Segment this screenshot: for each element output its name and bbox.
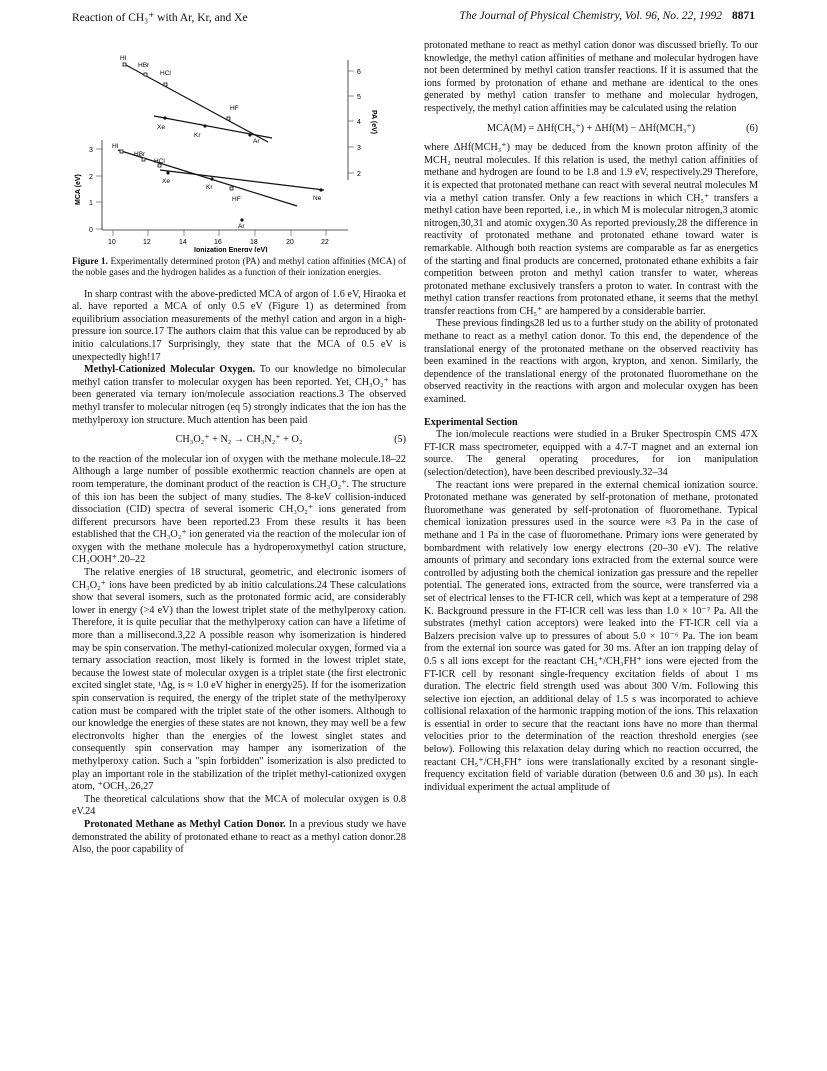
mca-label-Kr: Kr xyxy=(206,184,213,191)
right-paragraph-3: These previous findings28 led us to a further study on the ability of protonated methane to react as a methyl cation donor. To this end, the dependence of the translational energy of the protonated methane on the observed reactivity has been examined in the reactions with argon, krypton, and xenon. Similarly, the dependence of the translational energy of the protonated fluoromethane on the observed reactivity in the reactions with argon and molecular oxygen has been examined. xyxy=(424,318,758,406)
mca-label-Ne: Ne xyxy=(313,195,322,202)
mca-label-Xe: Xe xyxy=(162,178,170,185)
equation-6 xyxy=(424,123,758,136)
pa-label-Xe: Xe xyxy=(157,124,165,131)
x-tick-12: 12 xyxy=(143,239,151,246)
pa-label-Ar: Ar xyxy=(253,138,260,145)
pa-label-Kr: Kr xyxy=(194,132,201,139)
pa-label-HI: HI xyxy=(120,55,127,62)
page-number: 8871 xyxy=(732,10,755,22)
mca-label-HCl: HCl xyxy=(154,158,165,165)
right-tick-2: 2 xyxy=(357,171,361,178)
equation-5-body: CH₃O₂⁺ + N₂ → CH₃N₂⁺ + O₂ xyxy=(175,434,303,446)
equation-5 xyxy=(72,434,406,447)
right-tick-6: 6 xyxy=(357,69,361,76)
left-axis-ticks xyxy=(96,149,102,229)
right-column xyxy=(424,40,758,794)
page-header xyxy=(72,10,755,26)
left-tick-1: 1 xyxy=(89,200,93,207)
section-heading-experimental: Experimental Section xyxy=(424,416,518,428)
left-paragraph-1: In sharp contrast with the above-predicted MCA of argon of 1.6 eV, Hiraoka et al. have reported a MCA of only 0.5 eV (Figure 1) as determined from equilibrium association measurements of the methyl cation and argon in a high-pressure ion source.17 The authors claim that this value can be reproduced by ab initio calculations.17 Surprisingly, they state that the MCA of 0.5 eV is unexpectedly high!17 xyxy=(72,288,406,363)
x-tick-10: 10 xyxy=(108,239,116,246)
caption-label: Figure 1. xyxy=(72,256,108,267)
journal-name: The Journal of Physical Chemistry, Vol. 96, No. 22, 1992 xyxy=(459,10,722,22)
equation-5-number: (5) xyxy=(394,434,406,446)
section-heading-methane: Protonated Methane as Methyl Cation Donor. xyxy=(84,818,286,830)
running-title: Reaction of CH₃⁺ with Ar, Kr, and Xe xyxy=(72,12,248,24)
mca-label-HI: HI xyxy=(112,143,119,150)
pa-label-HCl: HCl xyxy=(160,70,171,77)
equation-6-number: (6) xyxy=(746,122,758,134)
journal-citation xyxy=(459,10,755,22)
left-axis-label: MCA (eV) xyxy=(75,174,82,205)
x-tick-16: 16 xyxy=(214,239,222,246)
left-paragraph-2: to the reaction of the molecular ion of oxygen with the methane molecule.18–22 Although a large number of possible exothermic reaction channels are open at room temperature, the dominant product of the reaction is CH₃O₂⁺. The structure of this ion has been the subject of many studies. The 8-keV collision-induced dissociation (CID) spectra of several isomeric CH₃O₂⁺ ions generated from different precursors have been reported.23 From these results it has been established that the CH₃O₂⁺ ion generated via the reaction of the molecular ion of oxygen with the methane molecule has a hydroperoxymethyl cation structure, CH₂OOH⁺.20–22 xyxy=(72,453,406,566)
equation-6-body: MCA(M) = ΔHf(CH₃⁺) + ΔHf(M) − ΔHf(MCH₃⁺) xyxy=(486,122,696,134)
right-paragraph-5: The reactant ions were prepared in the external chemical ionization source. Protonated methane was generated by self-protonation of methane, protonated fluoromethane was generated by self-protonation of fluoromethane. Typical chemical ionization pressures used in the source were ≈3 Pa in the case of methane and 1 Pa in the case of fluoromethane. Primary ions were generated by bombardment with relatively low energy electrons (20–30 eV). The relative amounts of primary and secondary ions extracted from the external source were controlled by adjusting both the chemical ionization gas pressure and the repeller potential. The generated ions, extracted from the source, were transferred via a set of electrical lenses to the FT-ICR cell, which was kept at a temperature of 298 K. Background pressure in the FT-ICR cell was less than 1.0 × 10⁻⁷ Pa. All the substrates (methyl cation acceptors) were leaked into the FT-ICR cell via a Balzers precision valve up to pressures of about 5.0 × 10⁻⁶ Pa. The ion beam from the external ion source was gated for 30 ms. After an ion trapping delay of 0.5 s all ions except for the reactant CH₅⁺/CH₃FH⁺ ions were ejected from the FT-ICR cell by resonant single-frequency excitation fields of about 1 ms duration. The electric field strength used was about 300 V/m. Following this selective ion ejection, an additional delay of 1.5 s was incorporated to achieve collisional relaxation of the harmonic trapping motion of the ions. This relaxation is essential in order to secure that the reactant ions have no more than thermal velocities prior to the determination of the reaction threshold energies (see below). Following this relaxation delay during which no reaction occurred, the reactant CH₅⁺/CH₃FH⁺ ions were translationally excited by a resonant single-frequency excitation field of variable duration (between 0.6 and 30 μs). In each individual experiment the actual amplitude of xyxy=(424,479,758,793)
figure-1-plot xyxy=(72,40,406,252)
section-text-oxygen: To our knowledge no bimolecular methyl cation transfer to molecular oxygen has been reported. Yet, CH₃O₂⁺ has been generated via ternary ion/molecule association reactions.3 The observed methyl transfer to molecular nitrogen (eq 5) strongly indicates that the ion has the methylperoxy ion structure. Much attention has been paid xyxy=(72,364,407,426)
figure-caption xyxy=(72,257,406,279)
x-axis-label: Ionization Energy (eV) xyxy=(194,247,268,252)
right-tick-4: 4 xyxy=(357,119,361,126)
pa-label-HBr: HBr xyxy=(138,62,150,69)
x-tick-14: 14 xyxy=(179,239,187,246)
mca-noble-line xyxy=(160,170,324,190)
left-paragraph-4: The theoretical calculations show that the MCA of molecular oxygen is 0.8 eV.24 xyxy=(72,793,406,818)
x-axis-ticks xyxy=(113,230,326,236)
mca-noble-markers xyxy=(166,171,322,221)
mca-label-HBr: HBr xyxy=(134,151,146,158)
right-tick-3: 3 xyxy=(357,145,361,152)
left-section-methane xyxy=(72,819,406,857)
right-tick-5: 5 xyxy=(357,94,361,101)
x-tick-18: 18 xyxy=(250,239,258,246)
caption-text: Experimentally determined proton (PA) and methyl cation affinities (MCA) of the noble gases and the hydrogen halides as a function of their ionization energies. xyxy=(72,256,406,278)
right-axis-label: PA (eV) xyxy=(370,110,377,135)
section-text-methane: In a previous study we have demonstrated the ability of protonated ethane to react as a methyl cation donor.28 Also, the poor capability of xyxy=(72,818,406,856)
pa-label-HF: HF xyxy=(230,105,239,112)
left-column xyxy=(72,40,406,857)
left-paragraph-3: The relative energies of 18 structural, geometric, and electronic isomers of CH₃O₂⁺ ions have been predicted by ab initio calculations.24 These calculations show that several isomers, such as the protonated formic acid, are considerably lower in energy (>4 eV) than the lowest triplet state of the methylperoxy cation. Therefore, it is quite peculiar that the methylperoxy cation can have a lifetime of more than a millisecond.3,22 A possible reason why isomerization is hindered may be spin conservation. The methyl-cationized molecular oxygen, formed via a ternary association reaction, most likely is formed in the lowest triplet state, because the lowest state of molecular oxygen is a triplet state (the first electronic excited singlet state, ¹Δg, is ≈ 1.0 eV higher in energy25). If for the isomerization spin conservation is required, the energy of the triplet state of the methylperoxy cation must be compared with the triplet state of the other isomers. Although to our knowledge the energies of these states are not known, they may well be a few electronvolts higher than the energies of the lowest singlet states and consequently spin conservation may hamper any isomerization of the methylperoxy cation. Such a "spin forbidden" isomerization is also predicted to play an important role in the stabilization of the triplet methyl-cationized oxygen atom, ⁺OCH₃.26,27 xyxy=(72,567,406,793)
section-heading-oxygen: Methyl-Cationized Molecular Oxygen. xyxy=(84,364,256,376)
right-paragraph-1: protonated methane to react as methyl cation donor was discussed briefly. To our knowledge, the methyl cation affinities of methane and molecular hydrogen have not been determined by methyl cation transfer reactions. If it is assumed that the ions formed by protonation of ethane and methane are identical to the ones generated by methyl cation transfer to methane and molecular hydrogen, respectively, the methyl cation affinities may be calculated using the relation xyxy=(424,40,758,114)
right-paragraph-2: where ΔHf(MCH₃⁺) may be deduced from the known proton affinity of the MCH₂ neutral molecules. If this relation is used, the methyl cation affinities of methane and hydrogen are found to be 1.8 and 1.9 eV, respectively.29 Therefore, it is expected that protonated methane can react with several neutral molecules M via a methyl cation transfer. Only a few reactions in which CH₅⁺ transfers a methyl cation have been reported, i.e., in which M is molecular nitrogen,3 atomic nitrogen,30,31 and atomic oxygen.30 As reported previously,28 the difference in reactivity of protonated methane and protonated ethane toward water is remarkable. Although both reaction systems are comparable as far as energetics of the starting and final products are concerned, protonated ethane exhibits a fair competition between proton and methyl cation transfer to water, whereas protonated methane exclusively transfers a proton to water. In contrast with the methyl cation transfer reactions from protonated ethane, it seems that the methyl transfer reactions from CH₅⁺ are hampered by a considerable barrier. xyxy=(424,142,758,317)
mca-label-HF: HF xyxy=(232,196,241,203)
right-paragraph-4: The ion/molecule reactions were studied in a Bruker Spectrospin CMS 47X FT-ICR mass spectrometer, equipped with a 4.7-T magnet and an external ion source. The general operating procedures, for ion manipulation (selection/detection), have been described previously.32–34 xyxy=(424,429,758,478)
left-section-oxygen xyxy=(72,364,406,427)
left-tick-2: 2 xyxy=(89,174,93,181)
right-axis-ticks xyxy=(348,71,354,173)
x-tick-22: 22 xyxy=(321,239,329,246)
left-tick-3: 3 xyxy=(89,147,93,154)
left-tick-0: 0 xyxy=(89,227,93,234)
x-tick-20: 20 xyxy=(286,239,294,246)
mca-label-Ar: Ar xyxy=(238,223,245,230)
pa-noble-line xyxy=(154,116,272,138)
